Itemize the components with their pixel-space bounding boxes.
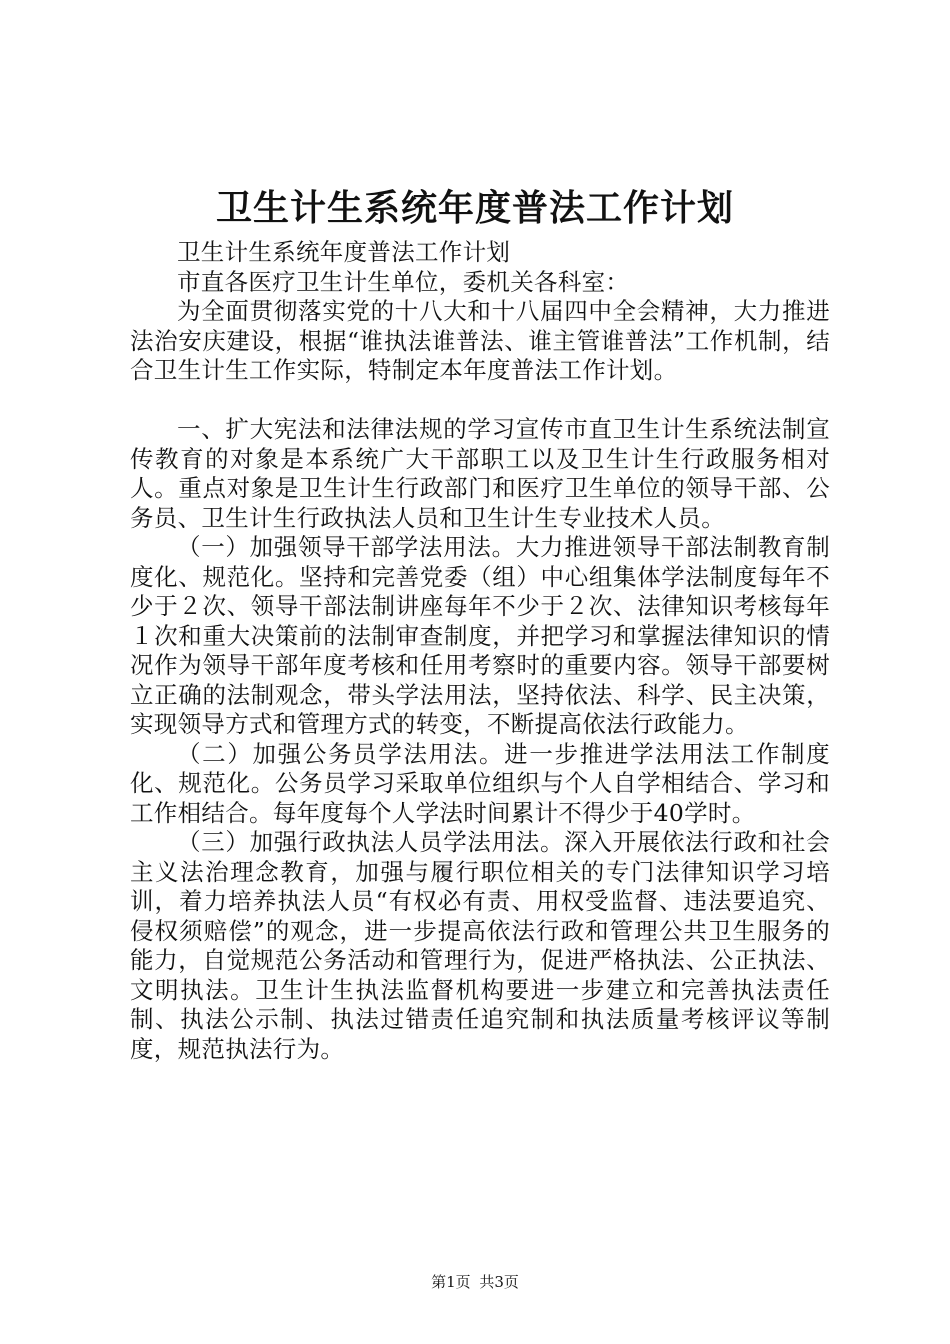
document-title: 卫生计生系统年度普法工作计划 <box>215 187 734 229</box>
paragraph-section-one: 一、扩大宪法和法律法规的学习宣传市直卫生计生系统法制宣传教育的对象是本系统广大干部职工以及卫生计生行政服务相对人。重点对象是卫生计生行政部门和医疗卫生单位的领导干部、公务员、卫生计生行政执法人员和卫生计生专业技术人员。 <box>130 415 830 532</box>
page-footer <box>0 1272 950 1292</box>
page-total: 共3页 <box>479 1273 519 1291</box>
paragraph-intro: 为全面贯彻落实党的十八大和十八届四中全会精神，大力推进法治安庆建设，根据“谁执法谁普法、谁主管谁普法”工作机制，结合卫生计生工作实际，特制定本年度普法工作计划。 <box>130 297 830 384</box>
document-body <box>130 238 830 1064</box>
paragraph-subsection-two: （二）加强公务员学法用法。进一步推进学法用法工作制度化、规范化。公务员学习采取单位组织与个人自学相结合、学习和工作相结合。每年度每个人学法时间累计不得少于40学时。 <box>130 739 830 827</box>
paragraph-subsection-one: （一）加强领导干部学法用法。大力推进领导干部法制教育制度化、规范化。坚持和完善党委（组）中心组集体学法制度每年不少于２次、领导干部法制讲座每年不少于２次、法律知识考核每年１次和重大决策前的法制审查制度，并把学习和掌握法律知识的情况作为领导干部年度考核和任用考察时的重要内容。领导干部要树立正确的法制观念，带头学法用法，坚持依法、科学、民主决策，实现领导方式和管理方式的转变，不断提高依法行政能力。 <box>130 533 830 738</box>
paragraph-addressee: 市直各医疗卫生计生单位，委机关各科室： <box>177 267 630 296</box>
paragraph-subsection-three: （三）加强行政执法人员学法用法。深入开展依法行政和社会主义法治理念教育，加强与履行职位相关的专门法律知识学习培训，着力培养执法人员“有权必有责、用权受监督、违法要追究、侵权须赔偿”的观念，进一步提高依法行政和管理公共卫生服务的能力，自觉规范公务活动和管理行为，促进严格执法、公正执法、文明执法。卫生计生执法监督机构要进一步建立和完善执法责任制、执法公示制、执法过错责任追究制和执法质量考核评议等制度，规范执法行为。 <box>130 828 830 1063</box>
page-number: 第1页 <box>431 1273 471 1291</box>
paragraph-subtitle: 卫生计生系统年度普法工作计划 <box>177 238 511 266</box>
